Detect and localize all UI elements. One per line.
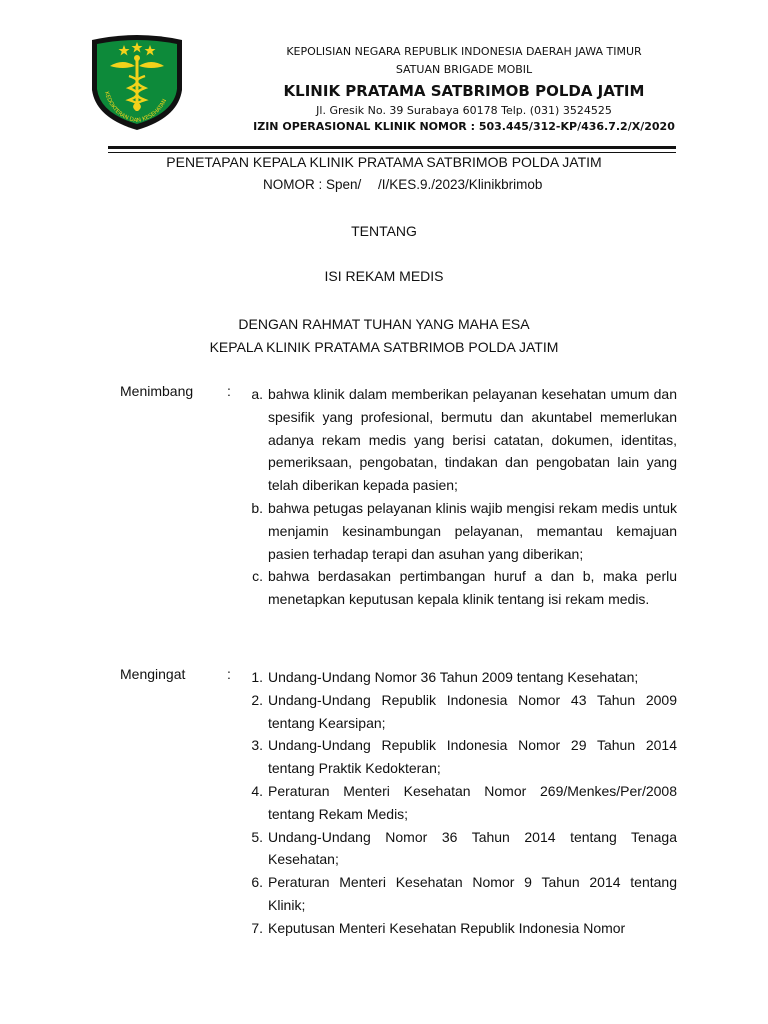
clinic-name: KLINIK PRATAMA SATBRIMOB POLDA JATIM [283,82,645,100]
header-divider-thin [108,152,676,153]
document-number-prefix: NOMOR : Spen/ [263,177,362,192]
list-item-text: bahwa klinik dalam memberikan pelayanan kesehatan umum dan spesifik yang profesional, bermutu dan akuntabel memerlukan adanya rekam medis yang berisi catatan, dokumen, identitas, pemeriksaan, pengobatan, tindakan dan pengobatan lain yang telah diberikan kepada pasien; [268,386,677,494]
mengingat-label: Mengingat [120,666,186,682]
menimbang-list [241,383,677,611]
list-item-text: Undang-Undang Republik Indonesia Nomor 43 Tahun 2009 tentang Kearsipan; [268,691,677,731]
opening-line-1: DENGAN RAHMAT TUHAN YANG MAHA ESA [238,316,530,332]
list-item [241,666,677,689]
mengingat-colon: : [227,666,231,682]
list-item-text: bahwa petugas pelayanan klinis wajib mengisi rekam medis untuk menjamin kesinambungan pelayanan, memantau kemajuan pasien terhadap terapi dan asuhan yang diberikan; [268,499,677,562]
list-item [241,780,677,826]
license-number: IZIN OPERASIONAL KLINIK NOMOR : 503.445/312-KP/436.7.2/X/2020 [253,120,675,133]
list-item-text: Undang-Undang Nomor 36 Tahun 2014 tentang Tenaga Kesehatan; [268,828,677,868]
list-item-text: bahwa berdasakan pertimbangan huruf a dan b, maka perlu menetapkan keputusan kepala klinik tentang isi rekam medis. [268,568,677,608]
list-item-text: Peraturan Menteri Kesehatan Nomor 9 Tahun 2014 tentang Klinik; [268,874,677,913]
logo-arc-text: KEDOKTERAN DAN KESEHATAN [103,91,169,124]
opening-line-2: KEPALA KLINIK PRATAMA SATBRIMOB POLDA JATIM [209,339,559,355]
list-marker: 5. [251,828,263,845]
clinic-logo [88,32,186,132]
list-marker: b. [251,499,263,516]
tentang-label: TENTANG [351,223,417,239]
document-subject: ISI REKAM MEDIS [324,268,444,284]
list-marker: 4. [251,782,263,799]
document-title: PENETAPAN KEPALA KLINIK PRATAMA SATBRIMOB POLDA JATIM [166,154,602,170]
list-marker: a. [251,386,263,402]
list-item [241,734,677,780]
list-item [241,383,677,497]
list-marker: 6. [251,874,263,891]
list-marker: c. [252,568,263,585]
list-item-text: Peraturan Menteri Kesehatan Nomor 269/Menkes/Per/2008 tentang Rekam Medis; [268,782,677,822]
menimbang-colon: : [227,383,231,399]
list-marker: 7. [251,919,263,936]
unit-name: SATUAN BRIGADE MOBIL [395,63,533,76]
list-item-text: Undang-Undang Nomor 36 Tahun 2009 tentang Kesehatan; [268,669,639,685]
list-item-text: Keputusan Menteri Kesehatan Republik Indonesia Nomor [268,919,626,936]
document-number-suffix: /I/KES.9./2023/Klinikbrimob [378,177,543,192]
document-number [263,177,542,192]
list-item-text: Undang-Undang Republik Indonesia Nomor 29 Tahun 2014 tentang Praktik Kedokteran; [268,737,677,777]
menimbang-label: Menimbang [120,383,194,399]
mengingat-list [241,666,677,940]
header-divider [108,146,676,149]
list-item [241,565,677,611]
list-marker: 1. [251,669,263,685]
clinic-address: Jl. Gresik No. 39 Surabaya 60178 Telp. (031) 3524525 [316,104,612,117]
agency-name: KEPOLISIAN NEGARA REPUBLIK INDONESIA DAERAH JAWA TIMUR [286,45,642,58]
list-marker: 3. [251,737,263,754]
list-item [241,917,677,940]
list-item [241,497,677,565]
list-item [241,689,677,735]
list-item [241,826,677,872]
list-marker: 2. [251,691,263,708]
list-item [241,871,677,917]
